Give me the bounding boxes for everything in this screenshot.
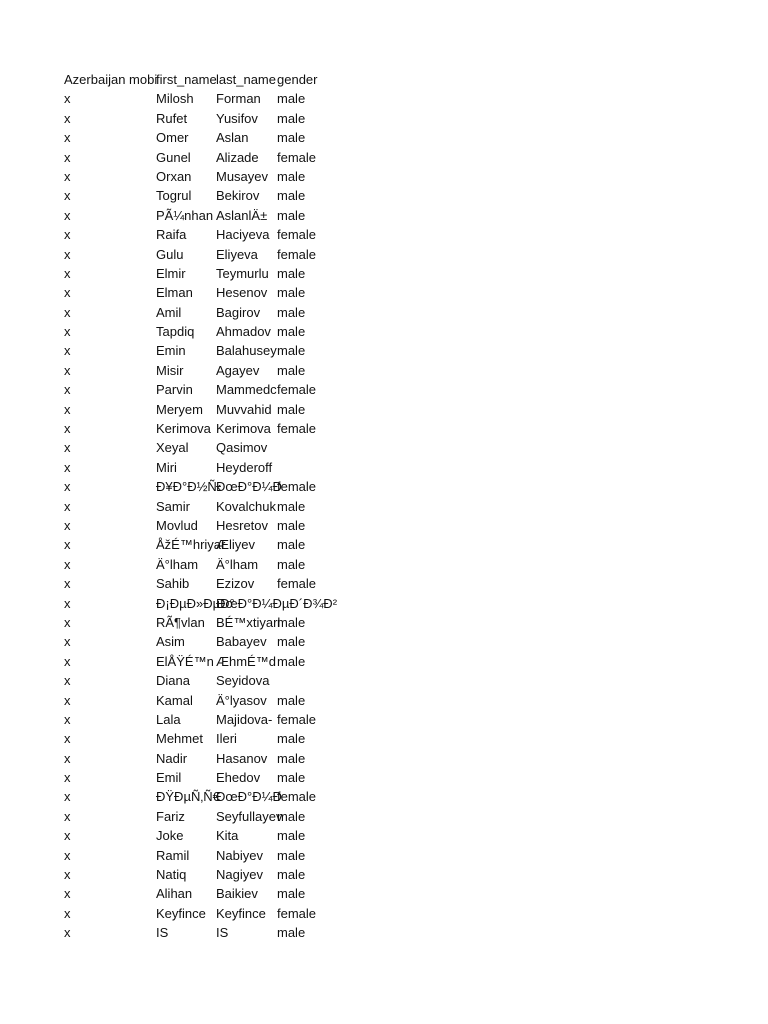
cell-country: x [64, 91, 71, 107]
cell-first-name: Rufet [156, 110, 188, 126]
cell-country: x [64, 110, 71, 126]
cell-gender: female [277, 246, 317, 262]
cell-last-name: Ileri [216, 731, 237, 747]
cell-last-name: Bagirov [216, 304, 261, 320]
cell-gender: female [277, 149, 317, 165]
cell-last-name: ÐœÐ°Ð¼Ð [216, 479, 282, 495]
cell-country: x [64, 440, 71, 456]
cell-gender: female [277, 576, 317, 592]
cell-country: x [64, 808, 71, 824]
cell-gender: male [277, 634, 306, 650]
cell-country: x [64, 828, 71, 844]
cell-country: x [64, 556, 71, 572]
cell-gender: male [277, 207, 306, 223]
cell-gender: male [277, 770, 306, 786]
cell-first-name: Joke [156, 828, 184, 844]
cell-last-name: ÐœÐ°Ð¼Ð [216, 789, 282, 805]
cell-country: x [64, 188, 71, 204]
cell-first-name: Lala [156, 711, 181, 727]
header-cell-country: Azerbaijan mobi [64, 72, 158, 87]
cell-last-name: Aslan [216, 130, 249, 146]
cell-last-name: ÐœÐ°Ð¼ÐµÐ´Ð¾Ð² [216, 595, 338, 611]
cell-country: x [64, 789, 71, 805]
cell-last-name: Kovalchuk [216, 498, 276, 514]
cell-country: x [64, 847, 71, 863]
cell-last-name: Bekirov [216, 188, 260, 204]
cell-gender: male [277, 517, 306, 533]
cell-gender: male [277, 886, 306, 902]
cell-country: x [64, 517, 71, 533]
cell-first-name: Tapdiq [156, 324, 195, 340]
cell-last-name: Seyfullayev [216, 808, 283, 824]
cell-last-name: Hasanov [216, 750, 268, 766]
cell-last-name: Ä°lham [216, 556, 259, 572]
cell-last-name: Forman [216, 91, 261, 107]
cell-country: x [64, 692, 71, 708]
cell-last-name: Ahmadov [216, 324, 271, 340]
cell-last-name: Keyfince [216, 905, 266, 921]
cell-country: x [64, 149, 71, 165]
cell-gender: male [277, 362, 306, 378]
cell-first-name: RÃ¶vlan [156, 614, 205, 630]
cell-first-name: Samir [156, 498, 190, 514]
cell-country: x [64, 362, 71, 378]
cell-first-name: Orxan [156, 168, 192, 184]
cell-gender: male [277, 168, 306, 184]
cell-last-name: BÉ™xtiyarl [216, 614, 281, 630]
cell-first-name: Ramil [156, 847, 190, 863]
cell-country: x [64, 324, 71, 340]
cell-country: x [64, 207, 71, 223]
cell-first-name: Natiq [156, 867, 187, 883]
cell-last-name: ÆhmÉ™d [216, 653, 276, 669]
cell-gender: male [277, 110, 306, 126]
cell-first-name: Omer [156, 130, 189, 146]
cell-last-name: Haciyeva [216, 227, 270, 243]
cell-first-name: Togrul [156, 188, 192, 204]
cell-first-name: Xeyal [156, 440, 189, 456]
cell-country: x [64, 731, 71, 747]
cell-last-name: Æliyev [216, 537, 256, 553]
cell-last-name: Majidova- [216, 711, 273, 727]
cell-country: x [64, 770, 71, 786]
cell-last-name: Musayev [216, 168, 269, 184]
cell-first-name: Emin [156, 343, 186, 359]
cell-country: x [64, 382, 71, 398]
cell-gender: male [277, 847, 306, 863]
cell-country: x [64, 227, 71, 243]
cell-last-name: Baikiev [216, 886, 258, 902]
cell-country: x [64, 168, 71, 184]
cell-last-name: Yusifov [216, 110, 258, 126]
cell-gender: male [277, 731, 306, 747]
cell-gender: male [277, 556, 306, 572]
cell-gender: male [277, 401, 306, 417]
cell-last-name: Kerimova [216, 421, 271, 437]
cell-gender: female [277, 421, 317, 437]
cell-first-name: Fariz [156, 808, 185, 824]
cell-gender: male [277, 808, 306, 824]
cell-last-name: Ä°lyasov [216, 692, 267, 708]
cell-gender: male [277, 188, 306, 204]
cell-country: x [64, 614, 71, 630]
cell-gender: male [277, 925, 306, 941]
cell-last-name: Mammedc [216, 382, 277, 398]
cell-first-name: Gulu [156, 246, 184, 262]
cell-first-name: Mehmet [156, 731, 203, 747]
cell-country: x [64, 421, 71, 437]
cell-first-name: Misir [156, 362, 184, 378]
cell-first-name: Parvin [156, 382, 193, 398]
cell-gender: male [277, 324, 306, 340]
cell-gender: male [277, 614, 306, 630]
cell-country: x [64, 867, 71, 883]
cell-gender: female [277, 905, 317, 921]
cell-country: x [64, 886, 71, 902]
cell-last-name: IS [216, 925, 229, 941]
cell-gender: male [277, 130, 306, 146]
cell-gender: male [277, 828, 306, 844]
cell-gender: male [277, 867, 306, 883]
cell-country: x [64, 401, 71, 417]
cell-last-name: Kita [216, 828, 239, 844]
cell-last-name: Ezizov [216, 576, 255, 592]
cell-country: x [64, 905, 71, 921]
cell-country: x [64, 537, 71, 553]
cell-first-name: PÃ¼nhan [156, 207, 214, 223]
cell-first-name: Movlud [156, 517, 198, 533]
cell-first-name: ÐŸÐµÑ‚Ñ€ [156, 789, 220, 805]
cell-first-name: Milosh [156, 91, 194, 107]
cell-country: x [64, 343, 71, 359]
cell-first-name: Emil [156, 770, 182, 786]
cell-first-name: Keyfince [156, 905, 206, 921]
cell-gender: male [277, 750, 306, 766]
cell-country: x [64, 673, 71, 689]
cell-last-name: Seyidova [216, 673, 270, 689]
cell-gender: female [277, 382, 317, 398]
cell-last-name: Nagiyev [216, 867, 263, 883]
cell-last-name: Muvvahid [216, 401, 272, 417]
cell-gender: male [277, 498, 306, 514]
cell-gender: male [277, 343, 306, 359]
cell-last-name: Alizade [216, 149, 259, 165]
cell-first-name: Asim [156, 634, 185, 650]
cell-country: x [64, 653, 71, 669]
cell-gender: male [277, 91, 306, 107]
header-cell-last-name: last_name [216, 72, 276, 87]
cell-last-name: Nabiyev [216, 847, 263, 863]
cell-first-name: Ä°lham [156, 556, 199, 572]
cell-first-name: Amil [156, 304, 182, 320]
cell-country: x [64, 130, 71, 146]
cell-gender: male [277, 285, 306, 301]
cell-last-name: Teymurlu [216, 265, 269, 281]
cell-gender: male [277, 304, 306, 320]
cell-country: x [64, 479, 71, 495]
cell-last-name: Balahusey [216, 343, 277, 359]
cell-last-name: Hesretov [216, 517, 269, 533]
cell-country: x [64, 246, 71, 262]
header-cell-gender: gender [277, 72, 318, 87]
cell-gender: male [277, 692, 306, 708]
header-cell-first-name: first_name [156, 72, 217, 87]
cell-country: x [64, 304, 71, 320]
cell-country: x [64, 925, 71, 941]
cell-last-name: Babayev [216, 634, 267, 650]
cell-first-name: Diana [156, 673, 190, 689]
cell-gender: female [277, 227, 317, 243]
cell-first-name: Ð¡ÐµÐ»ÐµÐ° [156, 595, 235, 611]
cell-country: x [64, 498, 71, 514]
cell-first-name: Raifa [156, 227, 187, 243]
cell-first-name: Elman [156, 285, 193, 301]
cell-country: x [64, 750, 71, 766]
cell-gender: male [277, 537, 306, 553]
cell-first-name: Miri [156, 459, 177, 475]
cell-first-name: Nadir [156, 750, 188, 766]
cell-last-name: AslanlÄ± [216, 207, 268, 223]
cell-last-name: Qasimov [216, 440, 268, 456]
cell-first-name: Kamal [156, 692, 193, 708]
cell-gender: male [277, 653, 306, 669]
cell-country: x [64, 595, 71, 611]
cell-country: x [64, 634, 71, 650]
cell-country: x [64, 285, 71, 301]
cell-first-name: Sahib [156, 576, 190, 592]
cell-gender: male [277, 265, 306, 281]
cell-country: x [64, 459, 71, 475]
cell-first-name: Ð¥Ð°Ð½Ñ‹ [156, 479, 222, 495]
cell-first-name: Meryem [156, 401, 203, 417]
cell-last-name: Agayev [216, 362, 260, 378]
cell-last-name: Ehedov [216, 770, 261, 786]
cell-country: x [64, 265, 71, 281]
cell-first-name: ElÅŸÉ™n [156, 653, 214, 669]
cell-first-name: Alihan [156, 886, 193, 902]
cell-first-name: Gunel [156, 149, 191, 165]
cell-last-name: Heyderoff [216, 459, 273, 475]
cell-country: x [64, 576, 71, 592]
cell-first-name: Elmir [156, 265, 186, 281]
cell-first-name: ÅžÉ™hriyar [156, 537, 226, 553]
cell-gender: female [277, 789, 317, 805]
cell-gender: female [277, 479, 317, 495]
cell-first-name: Kerimova [156, 421, 211, 437]
cell-last-name: Hesenov [216, 285, 268, 301]
cell-last-name: Eliyeva [216, 246, 258, 262]
cell-gender: female [277, 711, 317, 727]
cell-country: x [64, 711, 71, 727]
cell-first-name: IS [156, 925, 169, 941]
